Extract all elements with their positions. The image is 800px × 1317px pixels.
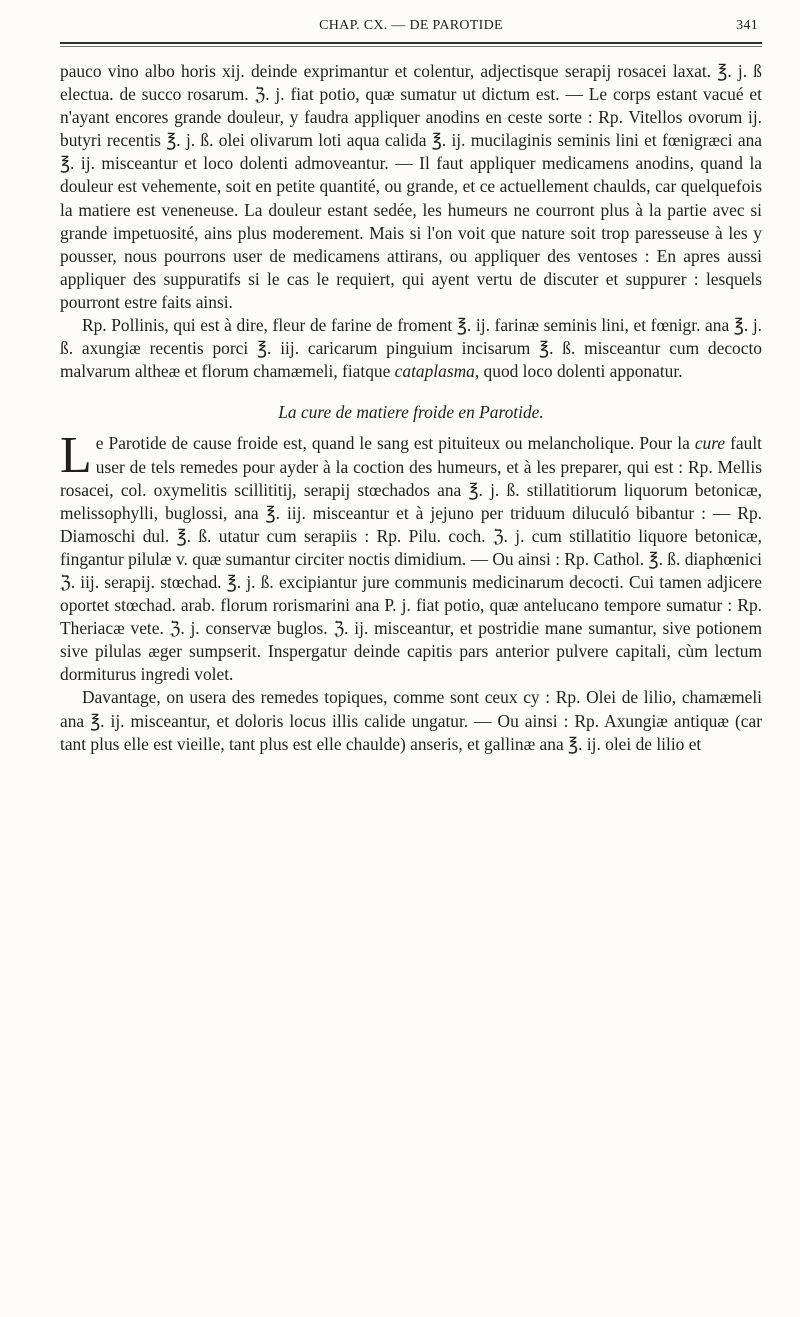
page-number: 341 [736, 18, 758, 33]
paragraph-4: Davantage, on usera des remedes topiques, comme sont ceux cy : Rp. Olei de lilio, chamæmeli ana ℥. ij. misceantur, et doloris locus illis calide ungatur. — Ou ainsi : Rp. Axungiæ antiquæ (car tant plus elle est vieille, tant plus est elle chaulde) anseris, et gallinæ ana ℥. ij. olei de lilio et [60, 687, 762, 754]
paragraph-2-italic: cataplasma [394, 361, 475, 382]
running-title: CHAP. CX. — DE PAROTIDE [319, 18, 503, 33]
running-header [62, 14, 760, 36]
paragraph-3-end: fault user de tels remedes pour ayder à la coction des humeurs, et à les preparer, qui est : Rp. Mellis rosacei, col. oxymelitis scillititij, serapij stœchados ana ℥. j. ß. stillatitiorum liquorum betonicæ, melissophylli, buglossi, ana ℥. iij. misceantur et à jejuno per triduum diluculó bibantur : — Rp. Diamoschi dul. ℥. ß. utatur cum serapiis : Rp. Pilu. coch. ℨ. j. cum stillatitio liquore betonicæ, fingantur pilulæ v. quæ sumantur circiter noctis dimidium. — Ou ainsi : Rp. Cathol. ℥. ß. diaphœnici ℨ. iij. serapij. stœchad. ℥. j. ß. excipiantur jure communis medicinarum decocti. Cui tamen adjicere oportet stœchad. arab. florum rorismarini ana P. j. fiat potio, quæ antelucano tempore sumatur : Rp. Theriacæ vete. ℨ. j. conservæ buglos. ℨ. ij. misceantur, et postridie mane sumantur, sive potionem sive pilulas æger sumpserit. Inspergatur deinde capitis pars anterior pulvere capitali, cùm lectum dormiturus ingredi volet. [60, 433, 763, 685]
page-body [60, 60, 762, 756]
header-rule [60, 42, 762, 44]
paragraph-3-italic: cure [694, 433, 726, 454]
paragraph-3 [60, 427, 763, 686]
paragraph-2-end: , quod loco dolenti apponatur. [474, 361, 683, 382]
header-rule-thin [60, 46, 762, 47]
paragraph-1: pauco vino albo horis xij. deinde exprimantur et colentur, adjectisque serapij rosacei laxat. ℥. j. ß electua. de succo rosarum. ℨ. j. fiat potio, quæ sumatur ut dictum est. — Le corps estant vacué et n'ayant encores grande douleur, y faudra appliquer anodins en ceste sorte : Rp. Vitellos ovorum ij. butyri recentis ℥. j. ß. olei olivarum loti aqua calida ℥. ij. mucilaginis seminis lini et fœnigræci ana ℥. ij. misceantur et loco dolenti admoveantur. — Il faut appliquer medicamens anodins, quand la douleur est vehemente, soit en petite quantité, ou grande, et ce actuellement chaulds, car quelquefois la matiere est veneneuse. La douleur estant sedée, les humeurs ne courront plus à la partie avec si grande impetuosité, ains plus moderement. Mais si l'on voit que nature soit trop paresseuse à les y pousser, nous pourrons user de medicamens attirans, ou appliquer des ventoses : En apres aussi appliquer des suppuratifs si le cas le requiert, qui ayent vertu de discuter et suppurer : lesquels pourront estre faits ainsi. [60, 61, 762, 312]
paragraph-3-text: e Parotide de cause froide est, quand le sang est pituiteux ou melancholique. Pour la [95, 433, 695, 454]
section-title: La cure de matiere froide en Parotide. [278, 402, 544, 423]
paragraph-2 [60, 314, 762, 383]
drop-cap: L [60, 427, 92, 485]
paragraph-2-text: Rp. Pollinis, qui est à dire, fleur de farine de froment ℥. ij. farinæ seminis lini, et fœnigr. ana ℥. j. ß. axungiæ recentis porci ℥. iij. caricarum pinguium incisarum ℥. ß. misceantur cum decocto malvarum altheæ et florum chamæmeli, fiatque [60, 315, 762, 382]
